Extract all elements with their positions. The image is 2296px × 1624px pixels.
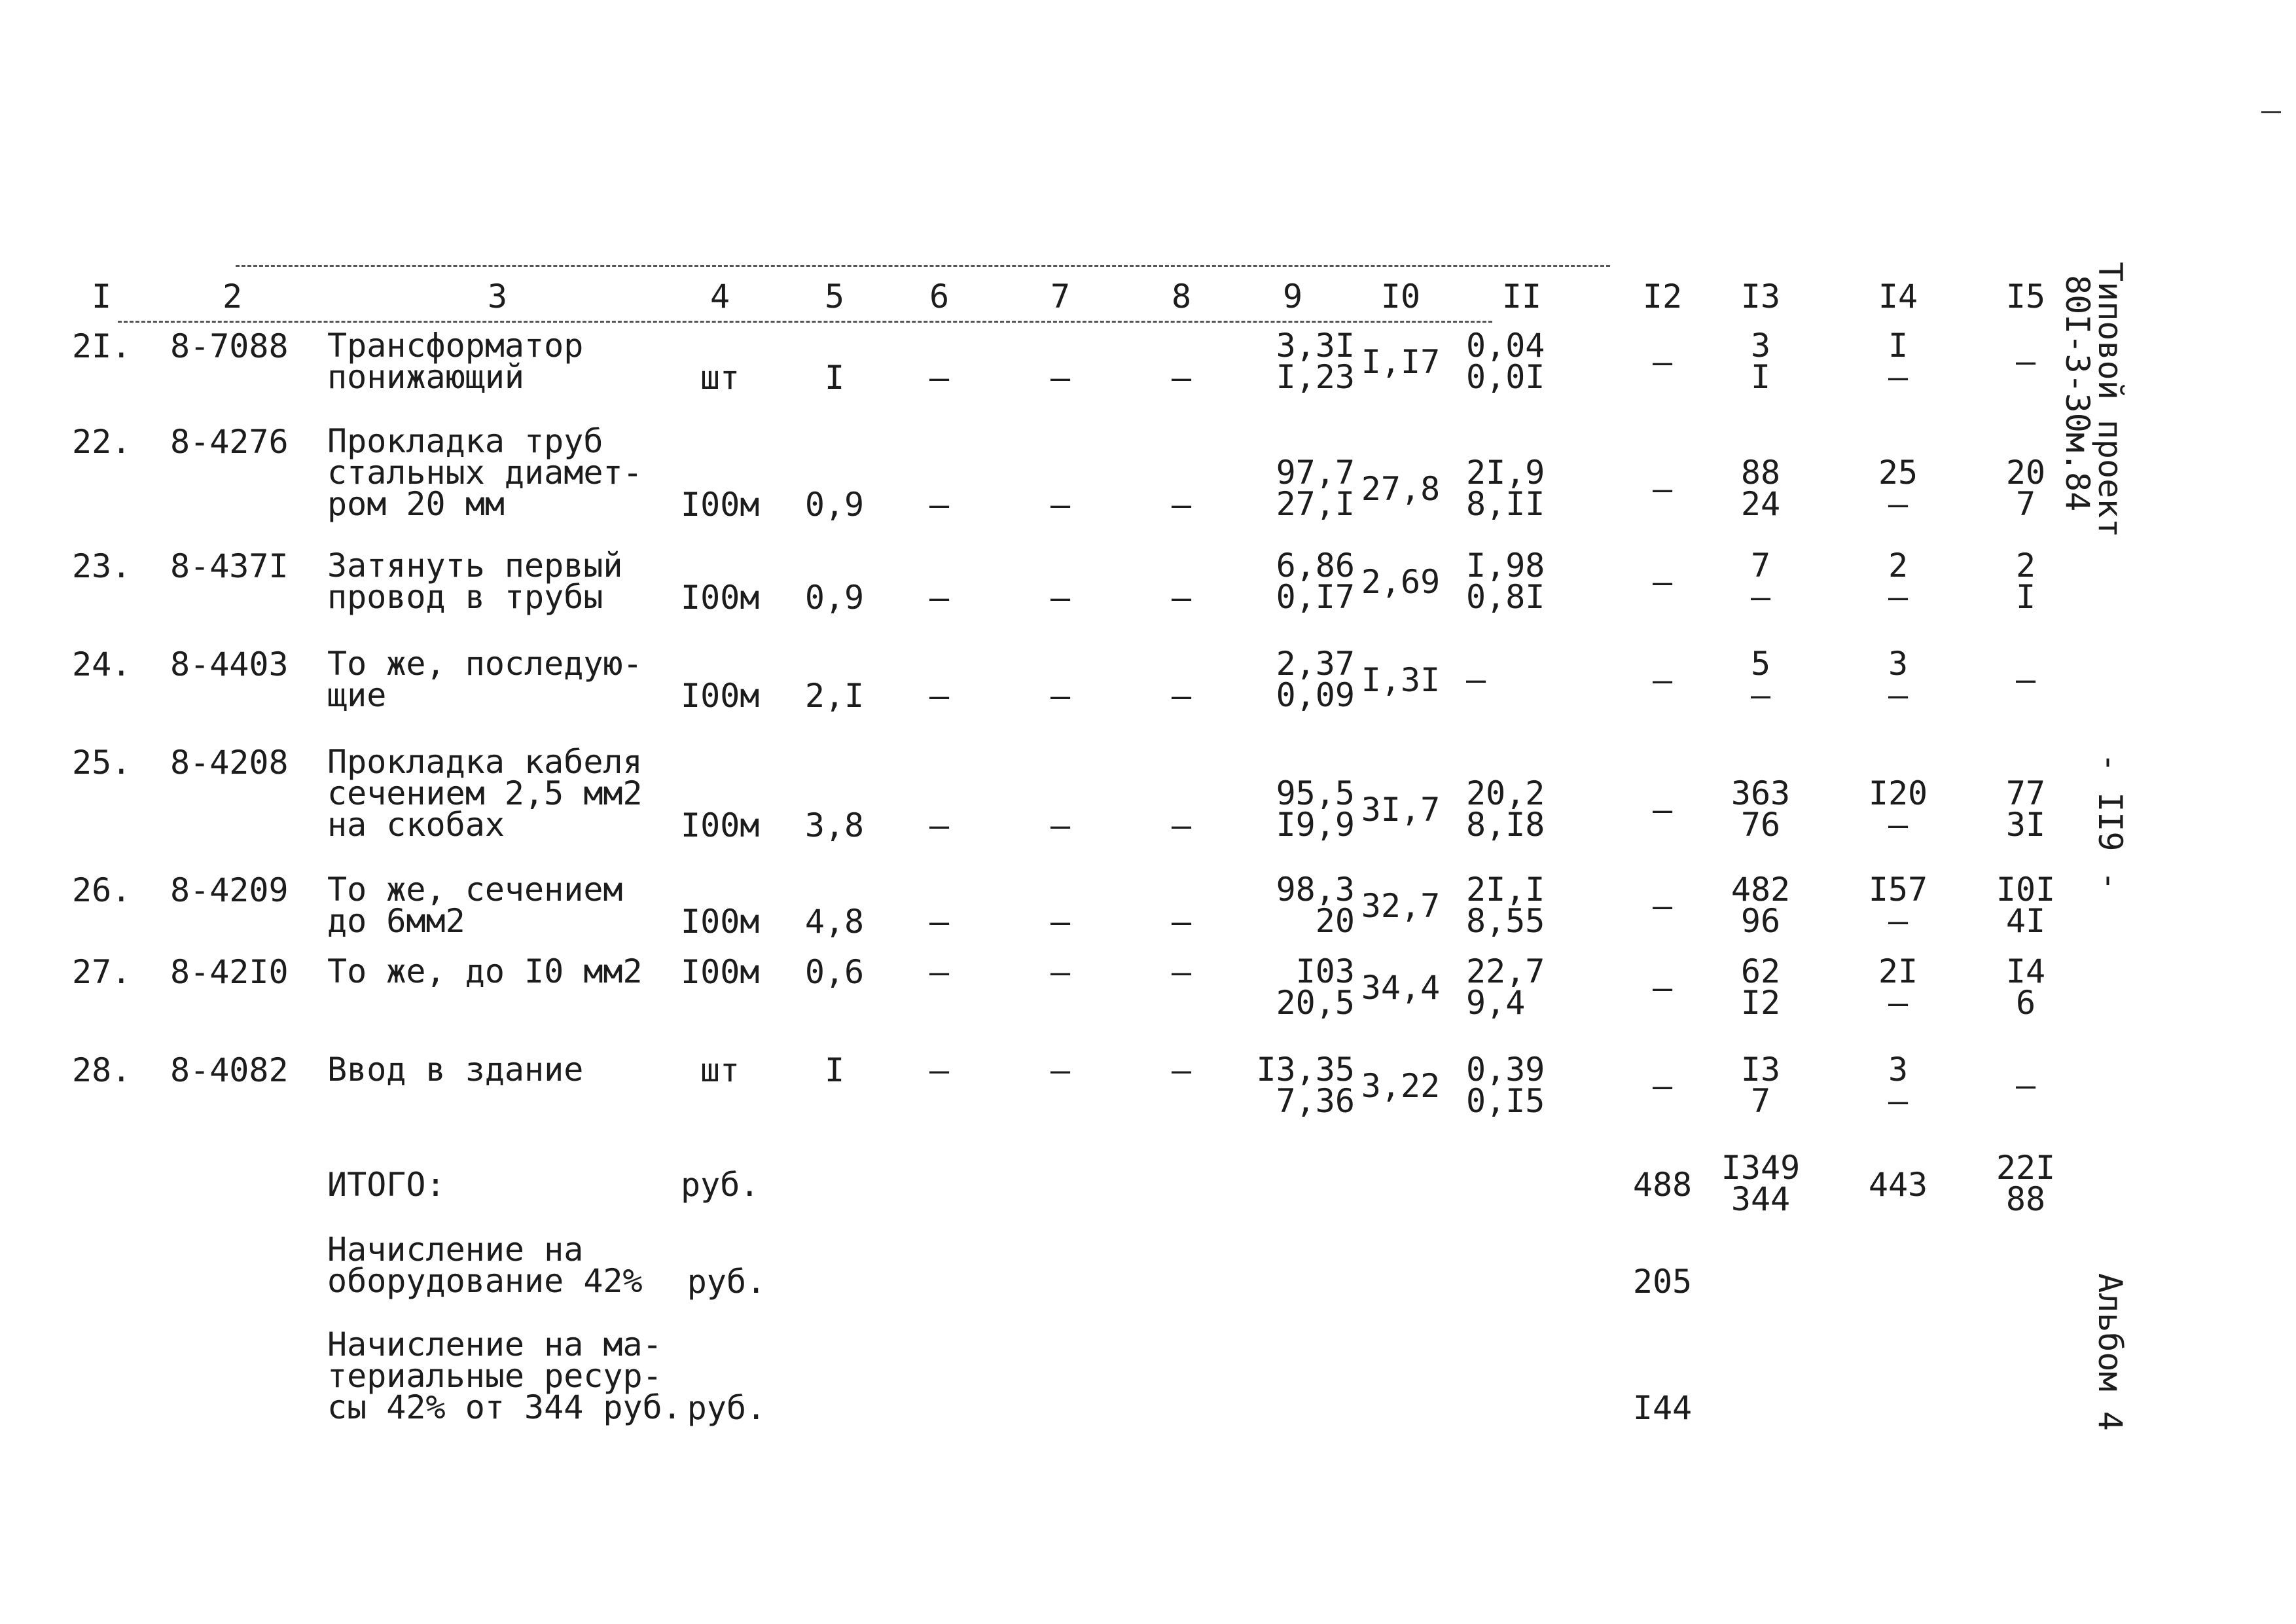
row-4-col13-line-2: – — [1750, 676, 1771, 714]
row-6-col8: – — [1171, 903, 1192, 941]
row-2-col6: – — [929, 486, 950, 524]
column-header-8: 8 — [1171, 278, 1192, 316]
row-7-name — [327, 952, 668, 990]
row-7-col11-line-1: 22,7 — [1466, 952, 1545, 990]
row-4-col9-line-1: 2,37 — [1276, 645, 1355, 683]
row-5-col9 — [1230, 774, 1355, 844]
totals-col14: 443 — [1868, 1166, 1928, 1204]
column-header-9: 9 — [1282, 278, 1303, 316]
row-1-col14-line-1: I — [1888, 327, 1909, 365]
row-8-unit: шт — [700, 1051, 740, 1089]
row-4-code: 8-4403 — [170, 645, 289, 683]
row-8-col14 — [1859, 1051, 1937, 1120]
charge-2-label-line-1: Начисление на ма- — [327, 1326, 662, 1363]
row-2-col10: 27,8 — [1361, 470, 1441, 508]
row-7-col13-line-2: I2 — [1740, 984, 1781, 1022]
column-header-2: 2 — [222, 278, 243, 316]
row-3-col15 — [1990, 547, 2062, 616]
row-1-code: 8-7088 — [170, 327, 289, 365]
row-2-col8: – — [1171, 486, 1192, 524]
header-bottom-rule — [118, 321, 1492, 323]
row-2-col11-line-1: 2I,9 — [1466, 454, 1545, 492]
row-6-col13-line-1: 482 — [1731, 871, 1791, 909]
row-6-col9-line-2: 20 — [1315, 902, 1355, 940]
row-3-col11-line-2: 0,8I — [1466, 578, 1545, 616]
corner-mark — [2261, 111, 2281, 113]
totals-col15-line-2: 88 — [2005, 1180, 2046, 1218]
margin-project-code: 80I-3-30м.84 — [2058, 275, 2096, 512]
row-5-col13 — [1718, 774, 1803, 844]
row-4-col12: – — [1652, 661, 1673, 699]
totals-unit: руб. — [681, 1166, 760, 1204]
column-header-15: I5 — [2005, 278, 2046, 316]
row-2-col11 — [1466, 454, 1577, 523]
row-1-col14-line-2: – — [1888, 358, 1909, 396]
row-5-col6: – — [929, 806, 950, 844]
charge-2-label-line-3: сы 42% от 344 руб. — [327, 1388, 682, 1426]
row-3-col11 — [1466, 547, 1577, 616]
charge-1-label-line-2: оборудование 42% — [327, 1262, 643, 1300]
row-8-col11-line-1: 0,39 — [1466, 1051, 1545, 1089]
row-1-col9 — [1230, 327, 1355, 396]
row-1-number: 2I. — [72, 327, 132, 365]
row-1-col7: – — [1050, 359, 1071, 397]
row-5-col15-line-2: 3I — [2005, 806, 2046, 844]
totals-col12: 488 — [1632, 1166, 1693, 1204]
row-6-col13 — [1718, 871, 1803, 940]
row-8-name-line-1: Ввод в здание — [327, 1051, 584, 1089]
row-4-col11-line-1: – — [1466, 660, 1486, 698]
row-7-col7: – — [1050, 953, 1071, 991]
row-5-col13-line-2: 76 — [1740, 806, 1781, 844]
row-2-col14-line-1: 25 — [1878, 454, 1918, 492]
row-5-name-line-3: на скобах — [327, 806, 505, 844]
column-header-14: I4 — [1878, 278, 1918, 316]
row-3-qty: 0,9 — [804, 579, 865, 617]
row-2-name-line-1: Прокладка труб — [327, 422, 603, 460]
row-8-col6: – — [929, 1051, 950, 1089]
row-3-col13 — [1718, 547, 1803, 616]
charge-2-label — [327, 1326, 694, 1426]
row-8-qty: I — [824, 1051, 845, 1089]
row-6-col15-line-2: 4I — [2005, 902, 2046, 940]
row-1-col11 — [1466, 327, 1577, 396]
margin-project-title: Типовой проект — [2091, 262, 2129, 538]
totals-col13-line-1: I349 — [1721, 1149, 1801, 1187]
row-6-col14 — [1859, 871, 1937, 940]
row-6-number: 26. — [72, 871, 132, 909]
row-5-col11 — [1466, 774, 1577, 844]
row-6-qty: 4,8 — [804, 903, 865, 941]
row-6-col13-line-2: 96 — [1740, 902, 1781, 940]
row-1-unit: шт — [700, 359, 740, 397]
row-1-col13 — [1718, 327, 1803, 396]
row-7-number: 27. — [72, 953, 132, 991]
row-2-name — [327, 422, 668, 523]
row-2-col9-line-2: 27,I — [1276, 485, 1355, 523]
row-8-col14-line-2: – — [1888, 1082, 1909, 1120]
row-5-code: 8-4208 — [170, 744, 289, 782]
row-1-col6: – — [929, 359, 950, 397]
column-header-3: 3 — [487, 278, 508, 316]
row-2-col12: – — [1652, 470, 1673, 508]
row-1-col11-line-1: 0,04 — [1466, 327, 1545, 365]
row-5-name-line-1: Прокладка кабеля — [327, 743, 643, 781]
row-5-col15 — [1990, 774, 2062, 844]
row-1-name-line-2: понижающий — [327, 358, 525, 396]
row-3-col14-line-1: 2 — [1888, 547, 1909, 585]
row-3-col10: 2,69 — [1361, 563, 1441, 601]
totals-col13-line-2: 344 — [1731, 1180, 1791, 1218]
row-8-col14-line-1: 3 — [1888, 1051, 1909, 1089]
row-2-code: 8-4276 — [170, 423, 289, 461]
row-6-name-line-2: до 6мм2 — [327, 902, 465, 940]
charge-1-label — [327, 1231, 694, 1300]
row-2-qty: 0,9 — [804, 486, 865, 524]
row-5-col8: – — [1171, 806, 1192, 844]
row-7-col15-line-1: I4 — [2005, 952, 2046, 990]
row-7-col14-line-2: – — [1888, 984, 1909, 1022]
row-4-col11 — [1466, 660, 1577, 698]
row-5-col13-line-1: 363 — [1731, 774, 1791, 812]
row-8-name — [327, 1051, 668, 1089]
charge-1-value: 205 — [1632, 1263, 1693, 1301]
row-6-name-line-1: То же, сечением — [327, 871, 623, 909]
row-8-code: 8-4082 — [170, 1051, 289, 1089]
row-7-col11-line-2: 9,4 — [1466, 984, 1526, 1022]
row-6-col14-line-1: I57 — [1868, 871, 1928, 909]
row-7-name-line-1: То же, до I0 мм2 — [327, 952, 643, 990]
row-4-unit: I00м — [681, 677, 760, 715]
column-header-6: 6 — [929, 278, 950, 316]
row-7-col14-line-1: 2I — [1878, 952, 1918, 990]
row-7-col8: – — [1171, 953, 1192, 991]
row-8-col10: 3,22 — [1361, 1067, 1441, 1105]
row-6-code: 8-4209 — [170, 871, 289, 909]
row-3-name-line-1: Затянуть первый — [327, 547, 623, 585]
row-8-col12: – — [1652, 1067, 1673, 1105]
row-4-col8: – — [1171, 677, 1192, 715]
row-4-col6: – — [929, 677, 950, 715]
row-5-col9-line-2: I9,9 — [1276, 806, 1355, 844]
row-2-col13-line-2: 24 — [1740, 485, 1781, 523]
row-1-col11-line-2: 0,0I — [1466, 358, 1545, 396]
charge-2-label-line-2: териальные ресур- — [327, 1357, 662, 1395]
row-6-col12: – — [1652, 887, 1673, 925]
row-5-name — [327, 743, 668, 844]
row-1-col8: – — [1171, 359, 1192, 397]
margin-page-number: - II9 - — [2091, 753, 2129, 891]
row-5-col14-line-2: – — [1888, 806, 1909, 844]
row-6-col11 — [1466, 871, 1577, 940]
row-8-col7: – — [1050, 1051, 1071, 1089]
totals-label: ИТОГО: — [327, 1166, 446, 1204]
row-5-qty: 3,8 — [804, 806, 865, 844]
row-6-col11-line-1: 2I,I — [1466, 871, 1545, 909]
totals-col13 — [1718, 1149, 1803, 1218]
row-6-unit: I00м — [681, 903, 760, 941]
row-4-name-line-2: щие — [327, 676, 387, 714]
row-6-col14-line-2: – — [1888, 902, 1909, 940]
row-2-col15-line-1: 20 — [2005, 454, 2046, 492]
row-2-col14 — [1859, 454, 1937, 523]
row-8-col13-line-1: I3 — [1740, 1051, 1781, 1089]
row-3-number: 23. — [72, 547, 132, 585]
row-6-col10: 32,7 — [1361, 887, 1441, 925]
row-3-col7: – — [1050, 579, 1071, 617]
row-8-col8: – — [1171, 1051, 1192, 1089]
row-4-col15 — [1990, 660, 2062, 698]
row-2-col13-line-1: 88 — [1740, 454, 1781, 492]
column-header-1: I — [91, 278, 112, 316]
row-8-col15-line-1: – — [2015, 1066, 2036, 1104]
column-header-5: 5 — [824, 278, 845, 316]
row-3-col9-line-1: 6,86 — [1276, 547, 1355, 585]
row-3-col11-line-1: I,98 — [1466, 547, 1545, 585]
row-7-col6: – — [929, 953, 950, 991]
row-5-col10: 3I,7 — [1361, 791, 1441, 829]
row-5-col14-line-1: I20 — [1868, 774, 1928, 812]
row-7-col14 — [1859, 952, 1937, 1022]
row-3-col15-line-2: I — [2015, 578, 2036, 616]
row-5-col11-line-2: 8,I8 — [1466, 806, 1545, 844]
row-6-col11-line-2: 8,55 — [1466, 902, 1545, 940]
row-4-col7: – — [1050, 677, 1071, 715]
row-2-unit: I00м — [681, 486, 760, 524]
row-7-col9 — [1230, 952, 1355, 1022]
row-6-col9-line-1: 98,3 — [1276, 871, 1355, 909]
row-8-col15 — [1990, 1066, 2062, 1104]
row-4-col10: I,3I — [1361, 661, 1441, 699]
margin-album: Альбом 4 — [2091, 1273, 2129, 1431]
row-5-name-line-2: сечением 2,5 мм2 — [327, 774, 643, 812]
row-1-col13-line-1: 3 — [1750, 327, 1771, 365]
row-3-code: 8-437I — [170, 547, 289, 585]
row-3-col15-line-1: 2 — [2015, 547, 2036, 585]
charge-1-label-line-1: Начисление на — [327, 1231, 584, 1269]
row-2-col11-line-2: 8,II — [1466, 485, 1545, 523]
row-7-col13 — [1718, 952, 1803, 1022]
row-4-col15-line-1: – — [2015, 660, 2036, 698]
row-1-name-line-1: Трансформатор — [327, 327, 584, 365]
row-7-col9-line-2: 20,5 — [1276, 984, 1355, 1022]
row-3-col14 — [1859, 547, 1937, 616]
row-3-col13-line-2: – — [1750, 578, 1771, 616]
row-3-col9-line-2: 0,I7 — [1276, 578, 1355, 616]
row-6-col15-line-1: I0I — [1996, 871, 2056, 909]
row-3-col13-line-1: 7 — [1750, 547, 1771, 585]
row-5-col14 — [1859, 774, 1937, 844]
column-header-10: I0 — [1380, 278, 1421, 316]
row-2-col9 — [1230, 454, 1355, 523]
row-2-col13 — [1718, 454, 1803, 523]
row-1-col15 — [1990, 342, 2062, 380]
row-4-col13-line-1: 5 — [1750, 645, 1771, 683]
row-7-col10: 34,4 — [1361, 969, 1441, 1007]
row-2-name-line-3: ром 20 мм — [327, 485, 505, 523]
row-1-name — [327, 327, 668, 396]
row-7-col15-line-2: 6 — [2015, 984, 2036, 1022]
row-2-col15 — [1990, 454, 2062, 523]
row-4-col14-line-1: 3 — [1888, 645, 1909, 683]
row-1-col13-line-2: I — [1750, 358, 1771, 396]
row-8-col11 — [1466, 1051, 1577, 1120]
row-3-col14-line-2: – — [1888, 578, 1909, 616]
row-3-col8: – — [1171, 579, 1192, 617]
row-5-number: 25. — [72, 744, 132, 782]
row-7-code: 8-42I0 — [170, 953, 289, 991]
row-8-col13-line-2: 7 — [1750, 1082, 1771, 1120]
row-3-col12: – — [1652, 563, 1673, 601]
row-4-qty: 2,I — [804, 677, 865, 715]
row-8-col9-line-1: I3,35 — [1256, 1051, 1355, 1089]
row-3-name-line-2: провод в трубы — [327, 578, 603, 616]
row-2-number: 22. — [72, 423, 132, 461]
row-2-name-line-2: стальных диамет- — [327, 454, 643, 492]
row-1-col15-line-1: – — [2015, 342, 2036, 380]
row-3-unit: I00м — [681, 579, 760, 617]
row-2-col14-line-2: – — [1888, 485, 1909, 523]
row-1-col9-line-2: I,23 — [1276, 358, 1355, 396]
row-4-col14 — [1859, 645, 1937, 714]
row-7-col12: – — [1652, 969, 1673, 1007]
column-header-12: I2 — [1642, 278, 1683, 316]
row-5-col7: – — [1050, 806, 1071, 844]
row-6-name — [327, 871, 668, 940]
row-7-col9-line-1: I03 — [1295, 952, 1355, 990]
row-4-col9-line-2: 0,09 — [1276, 676, 1355, 714]
row-4-col14-line-2: – — [1888, 676, 1909, 714]
row-5-col15-line-1: 77 — [2005, 774, 2046, 812]
row-1-qty: I — [824, 359, 845, 397]
row-4-col13 — [1718, 645, 1803, 714]
row-2-col7: – — [1050, 486, 1071, 524]
row-4-col9 — [1230, 645, 1355, 714]
row-3-col6: – — [929, 579, 950, 617]
row-2-col9-line-1: 97,7 — [1276, 454, 1355, 492]
row-4-number: 24. — [72, 645, 132, 683]
row-5-col11-line-1: 20,2 — [1466, 774, 1545, 812]
column-header-11: II — [1501, 278, 1542, 316]
row-7-unit: I00м — [681, 953, 760, 991]
row-4-name-line-1: То же, последую- — [327, 645, 643, 683]
row-6-col6: – — [929, 903, 950, 941]
row-8-col9-line-2: 7,36 — [1276, 1082, 1355, 1120]
row-8-col9 — [1230, 1051, 1355, 1120]
row-6-col15 — [1990, 871, 2062, 940]
row-6-col7: – — [1050, 903, 1071, 941]
row-8-col13 — [1718, 1051, 1803, 1120]
row-7-col15 — [1990, 952, 2062, 1022]
row-6-col9 — [1230, 871, 1355, 940]
row-3-col9 — [1230, 547, 1355, 616]
row-8-col11-line-2: 0,I5 — [1466, 1082, 1545, 1120]
row-1-col12: – — [1652, 343, 1673, 381]
row-4-name — [327, 645, 668, 714]
totals-col15-line-1: 22I — [1996, 1149, 2056, 1187]
row-5-col9-line-1: 95,5 — [1276, 774, 1355, 812]
row-7-col13-line-1: 62 — [1740, 952, 1781, 990]
column-header-7: 7 — [1050, 278, 1071, 316]
charge-2-unit: руб. — [687, 1389, 766, 1427]
charge-1-unit: руб. — [687, 1263, 766, 1301]
row-7-qty: 0,6 — [804, 953, 865, 991]
row-3-name — [327, 547, 668, 616]
row-1-col9-line-1: 3,3I — [1276, 327, 1355, 365]
row-5-col12: – — [1652, 791, 1673, 829]
row-1-col10: I,I7 — [1361, 343, 1441, 381]
column-header-13: I3 — [1740, 278, 1781, 316]
charge-2-value: I44 — [1632, 1389, 1693, 1427]
row-7-col11 — [1466, 952, 1577, 1022]
row-2-col15-line-2: 7 — [2015, 485, 2036, 523]
row-5-unit: I00м — [681, 806, 760, 844]
totals-col15 — [1990, 1149, 2062, 1218]
row-1-col14 — [1859, 327, 1937, 396]
row-8-number: 28. — [72, 1051, 132, 1089]
column-header-4: 4 — [709, 278, 730, 316]
header-top-rule — [236, 265, 1610, 267]
